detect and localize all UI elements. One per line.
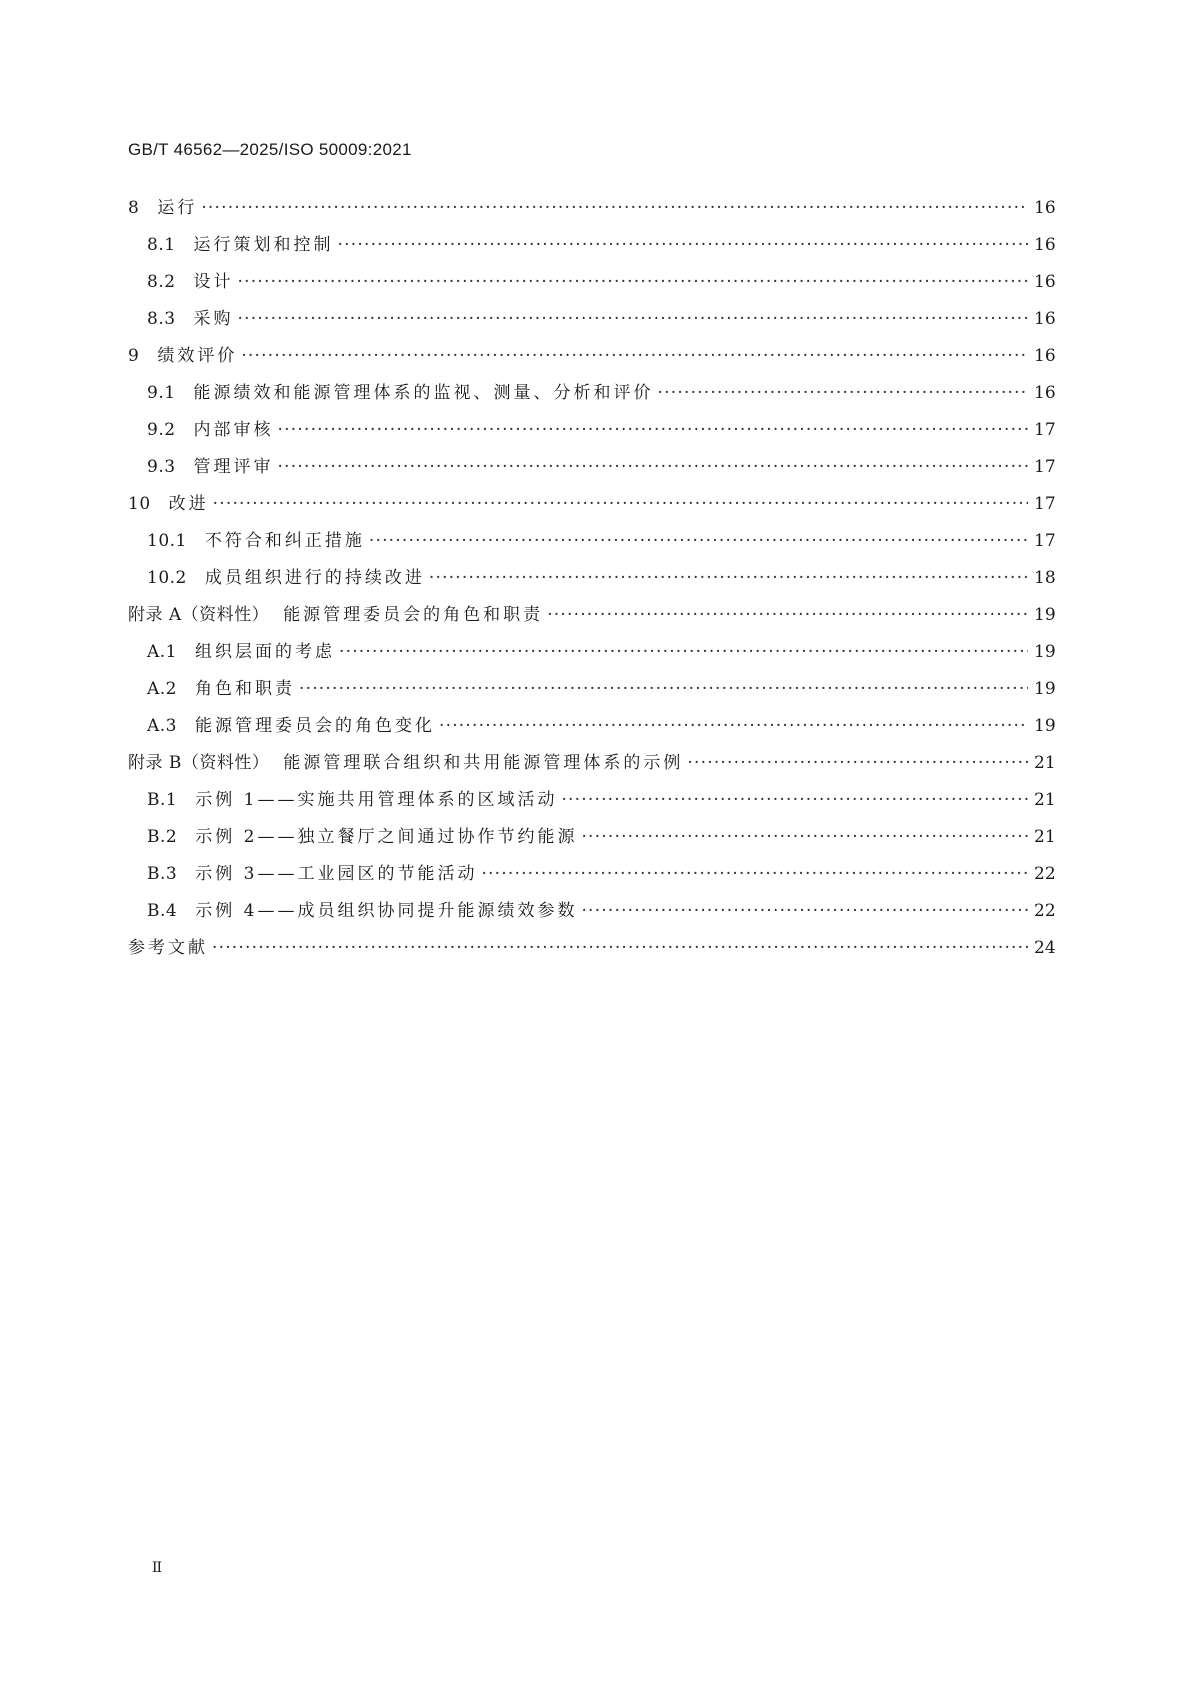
toc-entry-page: 18 (1034, 568, 1056, 588)
table-of-contents (128, 193, 1054, 970)
toc-entry-page: 19 (1034, 605, 1056, 625)
toc-entry-title: 示例 4——成员组织协同提升能源绩效参数 (195, 901, 578, 921)
toc-entry-number: A.1 (147, 642, 177, 662)
toc-leader-dots (481, 864, 1028, 884)
toc-entry-page: 16 (1034, 198, 1056, 218)
toc-entry-number: 8.2 (147, 272, 176, 292)
toc-entry-title: 能源绩效和能源管理体系的监视、测量、分析和评价 (193, 383, 654, 403)
toc-entry-number: 8.1 (147, 235, 176, 255)
toc-entry-page: 24 (1034, 938, 1056, 958)
toc-leader-dots (201, 198, 1028, 218)
toc-entry-number: 9.3 (147, 457, 176, 477)
toc-entry-page: 16 (1034, 346, 1056, 366)
toc-entry[interactable] (128, 452, 1054, 489)
toc-entry[interactable] (128, 378, 1054, 415)
toc-entry-page: 22 (1034, 864, 1056, 884)
toc-leader-dots (369, 531, 1028, 551)
toc-leader-dots (547, 605, 1028, 625)
toc-entry[interactable] (128, 193, 1054, 230)
toc-entry-page: 19 (1034, 679, 1056, 699)
toc-leader-dots (213, 494, 1028, 514)
toc-entry-page: 19 (1034, 642, 1056, 662)
toc-entry-title: 示例 2——独立餐厅之间通过协作节约能源 (195, 827, 578, 847)
toc-entry-title: 示例 1——实施共用管理体系的区域活动 (195, 790, 558, 810)
standard-number: GB/T 46562—2025/ISO 50009:2021 (128, 140, 412, 159)
toc-entry[interactable] (128, 785, 1054, 822)
toc-entry-title: 成员组织进行的持续改进 (204, 568, 425, 588)
toc-leader-dots (241, 346, 1028, 366)
toc-entry-page: 22 (1034, 901, 1056, 921)
toc-entry-title: 设计 (193, 272, 234, 292)
toc-entry[interactable] (128, 304, 1054, 341)
toc-leader-dots (658, 383, 1028, 403)
toc-leader-dots (339, 642, 1028, 662)
toc-entry-title: 内部审核 (193, 420, 274, 440)
toc-leader-dots (212, 938, 1028, 958)
toc-leader-dots (429, 568, 1028, 588)
toc-leader-dots (581, 827, 1028, 847)
toc-entry-page: 17 (1034, 531, 1056, 551)
toc-entry[interactable] (128, 600, 1054, 637)
toc-entry-page: 21 (1034, 827, 1056, 847)
toc-entry[interactable] (128, 637, 1054, 674)
toc-entry-number: 9 (128, 346, 140, 366)
toc-entry[interactable] (128, 526, 1054, 563)
toc-entry-title: 管理评审 (193, 457, 274, 477)
toc-entry-page: 19 (1034, 716, 1056, 736)
toc-entry-page: 17 (1034, 420, 1056, 440)
toc-entry[interactable] (128, 896, 1054, 933)
toc-leader-dots (439, 716, 1028, 736)
toc-entry-title: 改进 (168, 494, 209, 514)
toc-entry-page: 21 (1034, 790, 1056, 810)
toc-entry-title: 能源管理委员会的角色变化 (195, 716, 435, 736)
toc-entry-page: 16 (1034, 272, 1056, 292)
toc-leader-dots (238, 309, 1028, 329)
toc-entry-title: 采购 (193, 309, 234, 329)
toc-entry-number: 10 (128, 494, 151, 514)
toc-entry-number: 9.2 (147, 420, 176, 440)
toc-entry-number: 9.1 (147, 383, 176, 403)
toc-entry-number: 附录 A（资料性） (128, 605, 270, 625)
toc-entry-title: 绩效评价 (157, 346, 238, 366)
toc-leader-dots (278, 420, 1028, 440)
toc-entry-title: 角色和职责 (195, 679, 295, 699)
toc-entry[interactable] (128, 711, 1054, 748)
toc-entry-page: 16 (1034, 235, 1056, 255)
toc-entry-title: 能源管理联合组织和共用能源管理体系的示例 (283, 753, 684, 773)
page-number: II (152, 1560, 162, 1576)
toc-entry-title: 运行 (157, 198, 198, 218)
toc-entry[interactable] (128, 748, 1054, 785)
toc-entry[interactable] (128, 267, 1054, 304)
toc-entry-page: 17 (1034, 494, 1056, 514)
toc-entry[interactable] (128, 230, 1054, 267)
toc-entry-number: 10.1 (147, 531, 187, 551)
toc-entry-number: B.2 (147, 827, 178, 847)
toc-entry-number: 10.2 (147, 568, 187, 588)
toc-entry-page: 21 (1034, 753, 1056, 773)
toc-entry[interactable] (128, 563, 1054, 600)
toc-entry[interactable] (128, 489, 1054, 526)
toc-entry[interactable] (128, 822, 1054, 859)
toc-entry-number: A.2 (147, 679, 177, 699)
toc-entry-number: B.1 (147, 790, 178, 810)
toc-leader-dots (581, 901, 1028, 921)
toc-entry-title: 能源管理委员会的角色和职责 (283, 605, 544, 625)
document-header (128, 140, 412, 160)
toc-leader-dots (561, 790, 1028, 810)
toc-entry-page: 16 (1034, 383, 1056, 403)
toc-entry-title: 运行策划和控制 (193, 235, 334, 255)
toc-entry-page: 17 (1034, 457, 1056, 477)
toc-entry-number: 附录 B（资料性） (128, 753, 270, 773)
toc-entry[interactable] (128, 859, 1054, 896)
toc-leader-dots (338, 235, 1028, 255)
toc-entry-number: B.3 (147, 864, 178, 884)
toc-entry[interactable] (128, 674, 1054, 711)
toc-entry-number: A.3 (147, 716, 177, 736)
toc-entry[interactable] (128, 341, 1054, 378)
toc-entry-number: 8 (128, 198, 140, 218)
toc-entry[interactable] (128, 933, 1054, 970)
toc-entry-page: 16 (1034, 309, 1056, 329)
toc-leader-dots (687, 753, 1028, 773)
toc-entry-title: 参考文献 (128, 938, 208, 958)
toc-entry-title: 示例 3——工业园区的节能活动 (195, 864, 478, 884)
toc-entry[interactable] (128, 415, 1054, 452)
toc-entry-number: 8.3 (147, 309, 176, 329)
toc-entry-number: B.4 (147, 901, 178, 921)
toc-leader-dots (278, 457, 1028, 477)
toc-entry-title: 不符合和纠正措施 (204, 531, 365, 551)
toc-leader-dots (299, 679, 1028, 699)
toc-entry-title: 组织层面的考虑 (195, 642, 335, 662)
toc-leader-dots (238, 272, 1028, 292)
